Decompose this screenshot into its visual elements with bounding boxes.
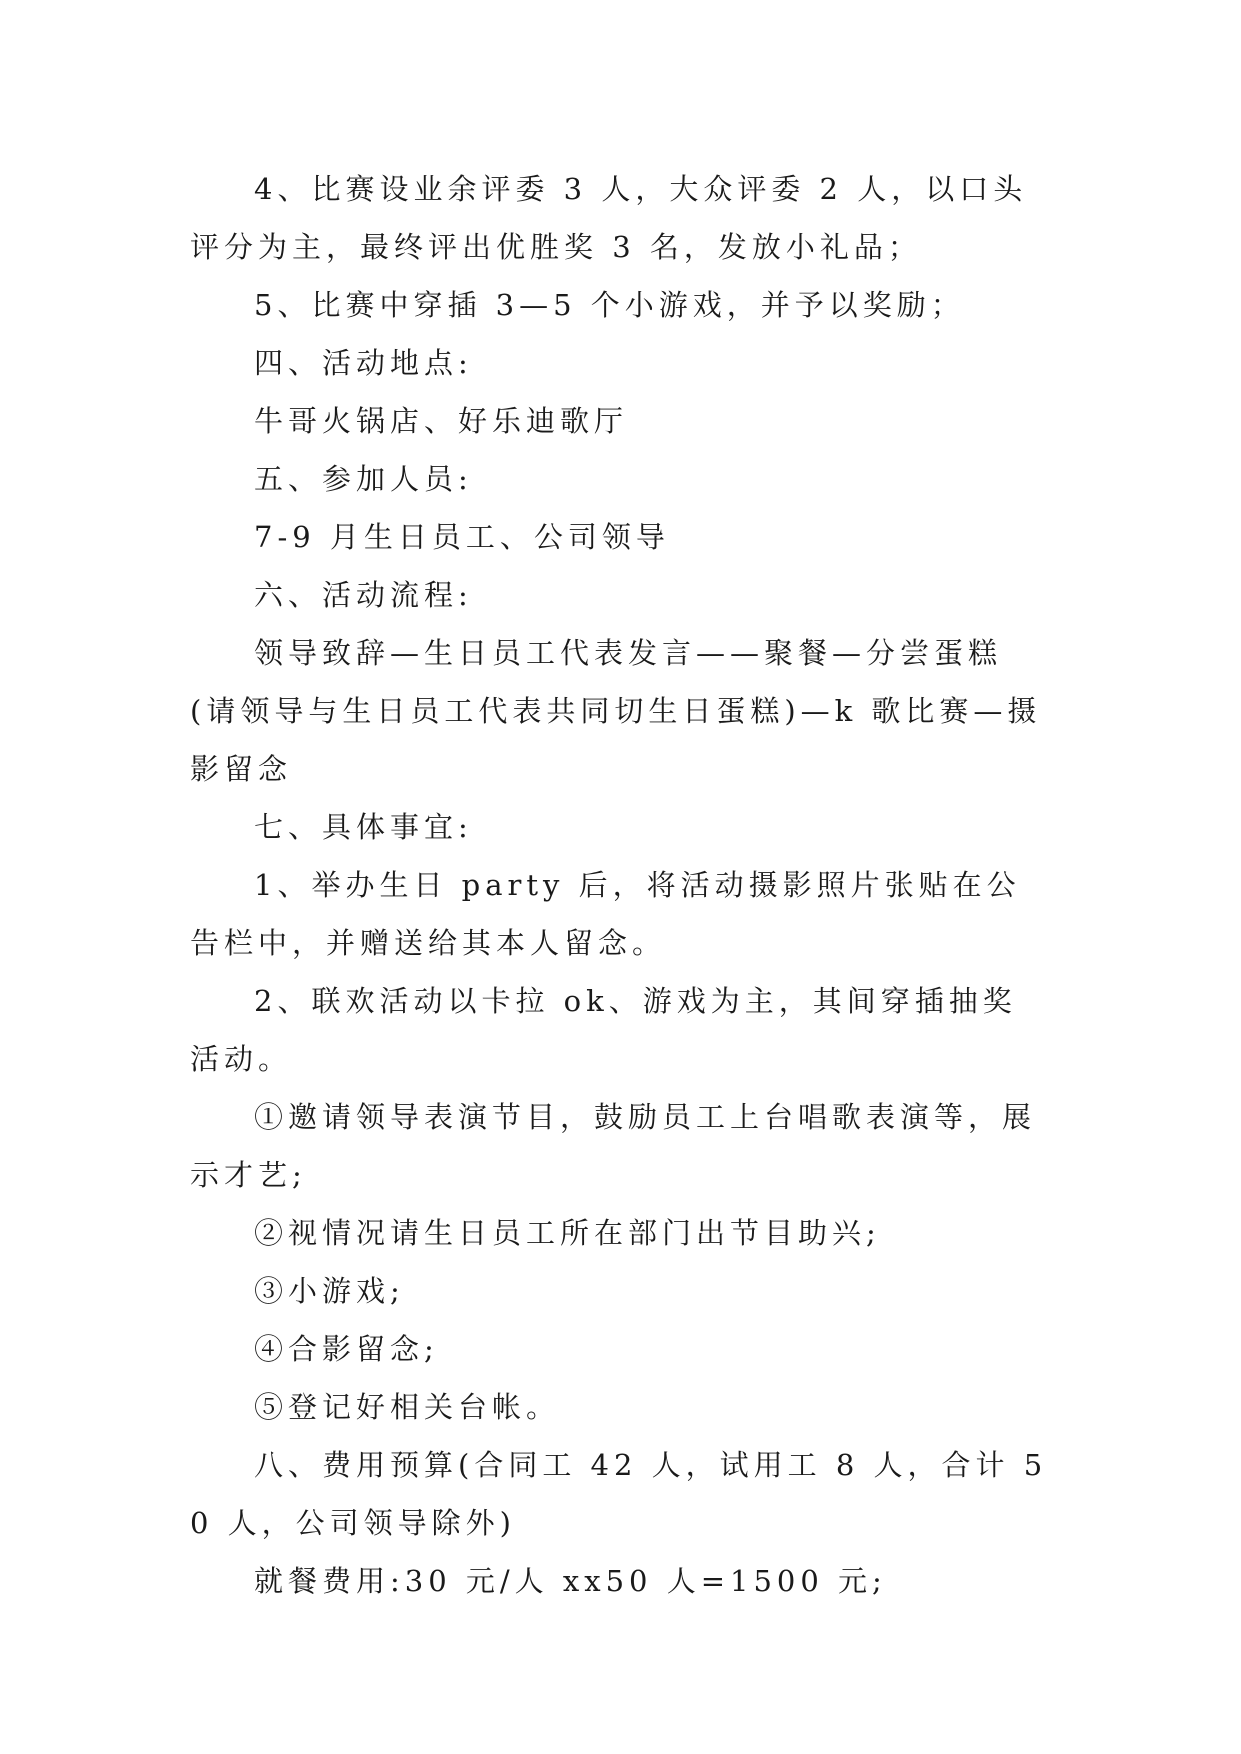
paragraph-participants: 7-9 月生日员工、公司领导: [254, 520, 670, 554]
list-item-3: ③小游戏;: [254, 1274, 405, 1308]
document-body: [190, 160, 1050, 1610]
paragraph-location: 牛哥火锅店、好乐迪歌厅: [254, 404, 629, 438]
paragraph-detail-2: 2、联欢活动以卡拉 ok、游戏为主，其间穿插抽奖活动。: [190, 984, 1017, 1076]
list-item-1: ①邀请领导表演节目，鼓励员工上台唱歌表演等，展示才艺;: [190, 1100, 1037, 1192]
paragraph-games: 5、比赛中穿插 3—5 个小游戏，并予以奖励；: [254, 288, 965, 322]
list-item-2: ②视情况请生日员工所在部门出节目助兴;: [254, 1216, 881, 1250]
paragraph-judges: 4、比赛设业余评委 3 人，大众评委 2 人，以口头评分为主，最终评出优胜奖 3 名，发放小礼品；: [190, 172, 1028, 264]
paragraph-process: 领导致辞—生日员工代表发言——聚餐—分尝蛋糕(请领导与生日员工代表共同切生日蛋糕)—k 歌比赛—摄影留念: [190, 636, 1042, 786]
heading-participants: 五、参加人员:: [254, 462, 473, 496]
heading-process: 六、活动流程:: [254, 578, 473, 612]
list-item-5: ⑤登记好相关台帐。: [254, 1390, 561, 1424]
list-item-4: ④合影留念;: [254, 1332, 439, 1366]
heading-details: 七、具体事宜:: [254, 810, 473, 844]
paragraph-meal-cost: 就餐费用:30 元/人 xx50 人=1500 元;: [254, 1564, 887, 1598]
heading-location: 四、活动地点:: [254, 346, 473, 380]
paragraph-detail-1: 1、举办生日 party 后，将活动摄影照片张贴在公告栏中，并赠送给其本人留念。: [190, 868, 1021, 960]
heading-budget: 八、费用预算(合同工 42 人，试用工 8 人，合计 50 人，公司领导除外): [190, 1448, 1048, 1540]
